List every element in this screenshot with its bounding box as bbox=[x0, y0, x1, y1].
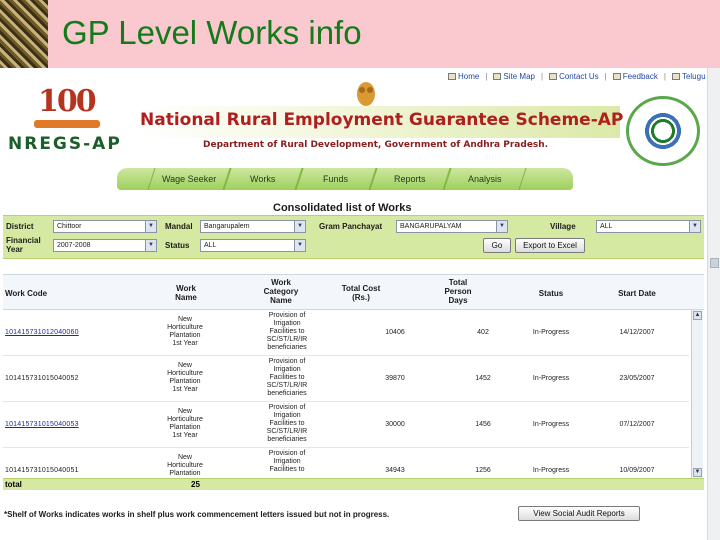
nav-analysis[interactable]: Analysis bbox=[443, 168, 526, 190]
financial-year-label: Financial Year bbox=[6, 236, 41, 254]
total-cost: 30000 bbox=[385, 421, 405, 428]
work-status: In-Progress bbox=[532, 421, 570, 428]
page-scrollbar[interactable] bbox=[707, 68, 720, 540]
work-name: New Horticulture Plantation 1st Year bbox=[167, 408, 203, 439]
person-days: 402 bbox=[477, 329, 489, 336]
chevron-down-icon: ▼ bbox=[294, 240, 305, 251]
filter-panel bbox=[3, 215, 704, 259]
header-status: Status bbox=[538, 289, 564, 298]
contact-link[interactable]: Contact Us bbox=[549, 72, 599, 81]
status-label: Status bbox=[165, 241, 190, 250]
browser-frame bbox=[0, 68, 720, 540]
telugu-icon bbox=[672, 73, 680, 80]
home-link[interactable]: Home bbox=[448, 72, 479, 81]
start-date: 10/09/2007 bbox=[619, 467, 655, 474]
work-category: Provision of Irrigation Facilities to SC/ST/LR/IR beneficiaries bbox=[266, 358, 308, 397]
chevron-down-icon: ▼ bbox=[145, 221, 156, 232]
top-links bbox=[448, 72, 706, 81]
scroll-up-icon[interactable]: ▲ bbox=[694, 312, 701, 318]
mandal-select[interactable]: Bangarupalem ▼ bbox=[200, 220, 306, 233]
chevron-down-icon: ▼ bbox=[294, 221, 305, 232]
work-category: Provision of Irrigation Facilities to SC/ST/LR/IR beneficiaries bbox=[266, 404, 308, 443]
financial-year-select[interactable]: 2007-2008 ▼ bbox=[53, 239, 157, 252]
status-select[interactable]: ALL ▼ bbox=[200, 239, 306, 252]
page-title: Consolidated list of Works bbox=[273, 202, 412, 214]
total-cost: 34943 bbox=[385, 467, 405, 474]
nav-works[interactable]: Works bbox=[223, 168, 302, 190]
work-category: Provision of Irrigation Facilities to bbox=[268, 450, 306, 473]
work-code[interactable]: 101415731015040052 bbox=[5, 375, 79, 382]
work-code-link[interactable]: 101415731012040060 bbox=[5, 329, 79, 336]
total-label: total bbox=[5, 480, 22, 489]
separator: | bbox=[604, 72, 607, 81]
header-work-name: Work Name bbox=[175, 284, 197, 302]
total-row bbox=[3, 478, 704, 490]
footnote: *Shelf of Works indicates works in shelf plus work commencement letters issued but not in progress. bbox=[4, 510, 390, 519]
start-date: 07/12/2007 bbox=[619, 421, 655, 428]
work-code[interactable]: 101415731015040051 bbox=[5, 467, 79, 474]
total-value: 25 bbox=[191, 480, 200, 489]
start-date: 23/05/2007 bbox=[619, 375, 655, 382]
work-code-link[interactable]: 101415731015040053 bbox=[5, 421, 79, 428]
table-scrollbar[interactable] bbox=[691, 310, 703, 478]
table-row bbox=[3, 402, 689, 448]
banner-title: National Rural Employment Guarantee Scheme-AP bbox=[140, 110, 624, 130]
work-name: New Horticulture Plantation bbox=[167, 454, 203, 477]
view-social-audit-button[interactable]: View Social Audit Reports bbox=[518, 506, 640, 521]
table-row bbox=[3, 356, 689, 402]
work-name: New Horticulture Plantation 1st Year bbox=[167, 362, 203, 393]
ap-government-seal-icon bbox=[626, 96, 700, 166]
feedback-icon bbox=[613, 73, 621, 80]
contact-icon bbox=[549, 73, 557, 80]
gram-panchayat-select[interactable]: BANGARUPALYAM ▼ bbox=[396, 220, 508, 233]
start-date: 14/12/2007 bbox=[619, 329, 655, 336]
header-start-date: Start Date bbox=[618, 289, 656, 298]
scroll-down-icon[interactable]: ▼ bbox=[694, 469, 701, 475]
person-days: 1256 bbox=[475, 467, 491, 474]
village-label: Village bbox=[550, 222, 576, 231]
banner-subtitle: Department of Rural Development, Government of Andhra Pradesh. bbox=[203, 140, 549, 150]
district-select[interactable]: Chittoor ▼ bbox=[53, 220, 157, 233]
sitemap-icon bbox=[493, 73, 501, 80]
nregs-100-logo: 100 bbox=[24, 82, 104, 134]
home-icon bbox=[448, 73, 456, 80]
work-name: New Horticulture Plantation 1st Year bbox=[167, 316, 203, 347]
gram-panchayat-label: Gram Panchayat bbox=[319, 222, 383, 231]
export-excel-button[interactable]: Export to Excel bbox=[515, 238, 585, 253]
nav-reports[interactable]: Reports bbox=[369, 168, 450, 190]
header-work-code: Work Code bbox=[5, 289, 48, 298]
separator: | bbox=[541, 72, 544, 81]
district-label: District bbox=[6, 222, 34, 231]
chevron-down-icon: ▼ bbox=[145, 240, 156, 251]
main-nav bbox=[117, 168, 573, 190]
chevron-down-icon: ▼ bbox=[496, 221, 507, 232]
nav-wage-seeker[interactable]: Wage Seeker bbox=[147, 168, 230, 190]
work-category: Provision of Irrigation Facilities to SC/ST/LR/IR beneficiaries bbox=[266, 312, 308, 351]
nav-funds[interactable]: Funds bbox=[295, 168, 376, 190]
table-row bbox=[3, 448, 689, 478]
logo-tagline-bar bbox=[34, 120, 100, 128]
work-status: In-Progress bbox=[532, 329, 570, 336]
header-total-cost: Total Cost (Rs.) bbox=[341, 284, 381, 302]
chevron-down-icon: ▼ bbox=[689, 221, 700, 232]
table-row bbox=[3, 310, 689, 356]
person-days: 1452 bbox=[475, 375, 491, 382]
brand-name: NREGS-AP bbox=[8, 134, 122, 154]
header-work-category: Work Category Name bbox=[263, 278, 299, 305]
separator: | bbox=[663, 72, 666, 81]
person-days: 1456 bbox=[475, 421, 491, 428]
slide-title: GP Level Works info bbox=[62, 14, 362, 51]
go-button[interactable]: Go bbox=[483, 238, 511, 253]
works-table bbox=[3, 310, 704, 478]
header-person-days: Total Person Days bbox=[444, 278, 472, 305]
mandal-label: Mandal bbox=[165, 222, 193, 231]
sitemap-link[interactable]: Site Map bbox=[493, 72, 535, 81]
telugu-link[interactable]: Telugu bbox=[672, 72, 706, 81]
work-status: In-Progress bbox=[532, 467, 570, 474]
table-header bbox=[3, 274, 704, 310]
scrollbar-thumb[interactable] bbox=[710, 258, 719, 268]
separator: | bbox=[485, 72, 488, 81]
slide-header bbox=[0, 0, 720, 68]
feedback-link[interactable]: Feedback bbox=[613, 72, 658, 81]
work-status: In-Progress bbox=[532, 375, 570, 382]
total-cost: 10406 bbox=[385, 329, 405, 336]
village-select[interactable]: ALL ▼ bbox=[596, 220, 701, 233]
total-cost: 39870 bbox=[385, 375, 405, 382]
decorative-strip bbox=[0, 0, 48, 68]
